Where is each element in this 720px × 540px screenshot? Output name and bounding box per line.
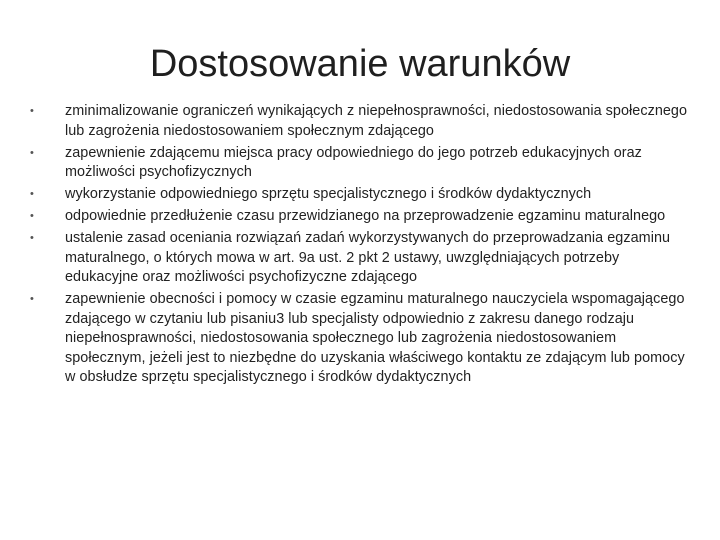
bullet-text: zapewnienie obecności i pomocy w czasie egzaminu maturalnego nauczyciela wspomagającego zdającego w czytaniu lub pisaniu3 lub specjalisty odpowiednio z zakresu danego rodzaju niepełnosprawności, niedostosowania społecznego lub zagrożenia niedostosowaniem społecznym, jeżeli jest to niezbędne do uzyskania właściwego kontaktu ze zdającym lub pomocy w obsłudze sprzętu specjalistycznego i środków dydaktycznych [65,291,685,385]
bullet-text: ustalenie zasad oceniania rozwiązań zadań wykorzystywanych do przeprowadzania egzaminu maturalnego, o których mowa w art. 9a ust. 2 pkt 2 ustawy, uwzględniających potrzeby edukacyjne oraz możliwości psychofizyczne zdającego [65,230,671,285]
list-item [30,144,695,183]
list-item [30,229,695,288]
bullet-text: zminimalizowanie ograniczeń wynikających z niepełnosprawności, niedostosowania społecznego lub zagrożenia niedostosowaniem społecznym zdającego [65,103,688,139]
list-item [30,207,695,227]
bullet-icon: • [30,210,34,222]
bullet-text: odpowiednie przedłużenie czasu przewidzianego na przeprowadzenie egzaminu maturalnego [65,208,666,224]
bullet-icon: • [30,146,34,159]
slide-title: Dostosowanie warunków [149,43,571,85]
bullet-text: zapewnienie zdającemu miejsca pracy odpowiedniego do jego potrzeb edukacyjnych oraz możliwości psychofizycznych [65,144,642,180]
list-item [30,185,695,205]
bullet-list [30,102,695,390]
list-item [30,102,695,141]
bullet-icon: • [30,232,34,244]
bullet-icon: • [30,105,34,117]
bullet-text: wykorzystanie odpowiedniego sprzętu specjalistycznego i środków dydaktycznych [65,186,592,202]
list-item [30,290,695,388]
bullet-icon: • [30,188,34,200]
bullet-icon: • [30,293,34,305]
